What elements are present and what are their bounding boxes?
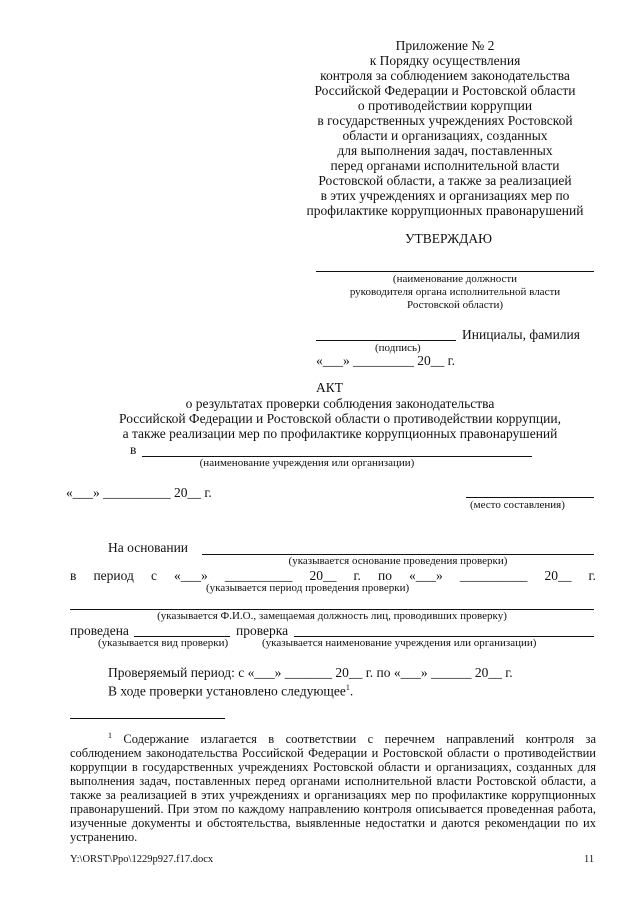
signature-caption: (подпись)	[375, 342, 421, 354]
approval-date: «___» _________ 20__ г.	[316, 353, 456, 368]
file-path: Y:\ORST\Ppo\1229p927.f17.docx	[70, 854, 214, 865]
appendix-line: Приложение № 2	[395, 38, 495, 53]
appendix-block	[290, 38, 600, 218]
org-caption: (наименование учреждения или организации)	[199, 457, 415, 469]
footnote-mark: 1	[108, 731, 112, 740]
basis-label: На основании	[108, 540, 189, 555]
footnote-text: Содержание излагается в соответствии с перечнем направлений контроля за соблюдением законодательства Российской Федерации и Ростовской области о противодействии коррупции в государственных учреждениях Ростовской области и организациях, созданных для выполнения задач, поставленных перед органами исполнительной власти Ростовской области, а также за реализацией в этих учреждениях и организациях мер по профилактике коррупционных правонарушений. При этом по каждому направлению контроля описывается проведенная работа, изученные документы и обстоятельства, выявленные недостатки и даются рекомендации по их устранению.	[70, 732, 596, 845]
signature-line	[316, 340, 456, 341]
appendix-line: в государственных учреждениях Ростовской	[317, 113, 573, 128]
check-type-caption: (указывается вид проверки)	[98, 637, 229, 649]
act-date: «___» __________ 20__ г.	[66, 485, 212, 500]
place-caption: (место составления)	[470, 499, 565, 511]
act-title: АКТ	[316, 380, 343, 395]
appendix-line: Российской Федерации и Ростовской области	[314, 83, 576, 98]
position-line	[316, 271, 594, 272]
appendix-line: о противодействии коррупции	[357, 98, 533, 113]
footnote-ref: 1	[345, 683, 350, 692]
inspectors-caption: (указывается Ф.И.О., замещаемая должность лиц, проводивших проверку)	[157, 610, 507, 622]
appendix-line: Ростовской области, а также за реализацией	[318, 173, 572, 188]
appendix-line: области и организациях, созданных	[342, 128, 548, 143]
check-org-caption: (указывается наименование учреждения или организации)	[262, 637, 537, 649]
conducted-label: проведена	[70, 623, 129, 638]
basis-caption: (указывается основание проведения проверки)	[288, 555, 508, 567]
place-line	[466, 497, 594, 498]
act-subtitle: о результатах проверки соблюдения законодательства Российской Федерации и Ростовской области о противодействии коррупции, а также реализации мер по профилактике коррупционных правонарушений	[119, 396, 561, 441]
appendix-line: в этих учреждениях и организациях мер по	[320, 188, 570, 203]
act-in-prefix: в	[130, 442, 137, 457]
findings-text: В ходе проверки установлено следующее	[108, 683, 346, 699]
appendix-line: перед органами исполнительной власти	[330, 158, 560, 173]
footnote-separator	[70, 718, 225, 719]
period-caption: (указывается период проведения проверки)	[206, 582, 410, 594]
checked-period: Проверяемый период: с «___» _______ 20__ г. по «___» ______ 20__ г.	[108, 665, 513, 680]
appendix-line: контроля за соблюдением законодательства	[320, 68, 570, 83]
findings-line: В ходе проверки установлено следующее$^1$.	[108, 683, 354, 699]
check-label: проверка	[236, 623, 289, 638]
appendix-line: профилактике коррупционных правонарушений	[306, 203, 584, 218]
position-caption: (наименование должности руководителя органа исполнительной власти Ростовской области)	[349, 273, 561, 311]
footnote	[70, 729, 596, 844]
approval-title: УТВЕРЖДАЮ	[405, 231, 493, 246]
initials-label: Инициалы, фамилия	[462, 327, 580, 342]
appendix-line: к Порядку осуществления	[369, 53, 521, 68]
appendix-line: для выполнения задач, поставленных	[337, 143, 553, 158]
period-row: в период с «___» __________ 20__ г. по «___» __________ 20__ г.	[70, 568, 596, 583]
page-number: 11	[584, 854, 595, 865]
